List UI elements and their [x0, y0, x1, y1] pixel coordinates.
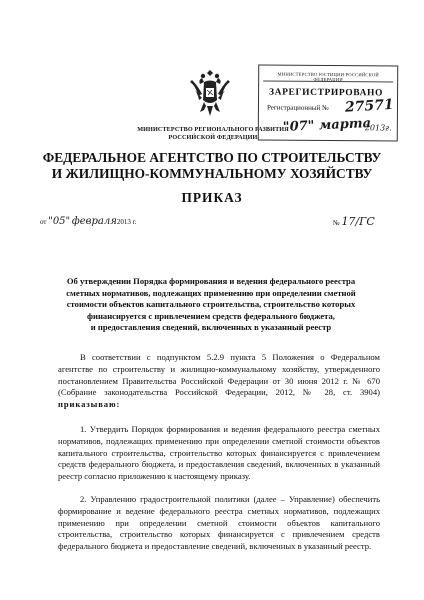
order-subject: [36, 276, 386, 334]
subject-line-1: Об утверждении Порядка формирования и ведения федерального реестра: [66, 276, 356, 286]
stamp-number-label: Регистрационный №: [266, 103, 329, 113]
order-word: приказываю:: [58, 399, 121, 410]
subject-line-5: и предоставления сведений, включенных в указанный реестр: [90, 322, 332, 333]
subject-line-4: финансируется с привлечением средств федерального бюджета,: [87, 310, 335, 321]
date-prefix: от: [40, 218, 47, 226]
stamp-reg-year: 2013г.: [364, 123, 392, 133]
ministry-line-1: МИНИСТЕРСТВО РЕГИОНАЛЬНОГО РАЗВИТИЯ: [137, 126, 289, 133]
registration-stamp: [258, 65, 399, 142]
order-number: [333, 215, 375, 228]
stamp-reg-number: 27571: [344, 96, 395, 116]
agency-line-2: И ЖИЛИЩНО-КОММУНАЛЬНОМУ ХОЗЯЙСТВУ: [51, 166, 373, 181]
subject-line-2: сметных нормативов, подлежащих применению при определении сметной: [66, 287, 356, 298]
preamble-text: В соответствии с подпунктом 5.2.9 пункта 5 Положения о Федеральном агентстве по строительству и жилищно-коммунальному хозяйству, утвержденного постановлением Правительства Российской Федерации от 30 июня 2012 г. № 670 (Собрание законодательства Российской Федерации, 2012, № 28, ст. 3904): [58, 352, 380, 398]
order-date: [40, 216, 136, 227]
ministry-line-2: РОССИЙСКОЙ ФЕДЕРАЦИИ: [168, 133, 258, 141]
stamp-registered-label: ЗАРЕГИСТРИРОВАНО: [269, 87, 384, 99]
stamp-divider: [263, 81, 393, 83]
subject-line-3: стоимости объектов капитального строительства, строительство которых: [66, 299, 356, 310]
document-type: ПРИКАЗ: [181, 190, 243, 205]
stamp-ministry-text: МИНИСТЕРСТВО ЮСТИЦИИ РОССИЙСКОЙ ФЕДЕРАЦИИ: [277, 71, 379, 83]
date-year: 2013 г.: [116, 218, 137, 226]
agency-title: [40, 150, 384, 182]
stamp-reg-date: "07" марта: [282, 116, 372, 135]
number-value: 17/ГС: [341, 215, 375, 228]
date-month: февраля: [71, 216, 117, 227]
item-2-paragraph: 2. Управлению градостроительной политики (далее – Управление) обеспечить формирование и ведение федерального реестра сметных нормативов, подлежащих применению при определении сметной стоимости объектов капитального строительства, строительство которых финансируется с привлечением средств федерального бюджета и предоставление сведений, включенных в указанный реестр.: [58, 494, 380, 552]
number-prefix: №: [333, 219, 340, 227]
coat-of-arms-emblem: [188, 66, 232, 122]
item-1-paragraph: 1. Утвердить Порядок формирования и ведения федерального реестра сметных нормативов, подлежащих применению при определении сметной стоимости объектов капитального строительства, строительство которых финансируется с привлечением средств федерального бюджета, и предоставления сведений, включенных в указанный реестр согласно приложению к настоящему приказу.: [58, 424, 380, 482]
agency-line-1: ФЕДЕРАЛЬНОЕ АГЕНТСТВО ПО СТРОИТЕЛЬСТВУ: [42, 150, 382, 165]
date-day: "05": [48, 216, 71, 227]
preamble-paragraph: [58, 352, 380, 411]
